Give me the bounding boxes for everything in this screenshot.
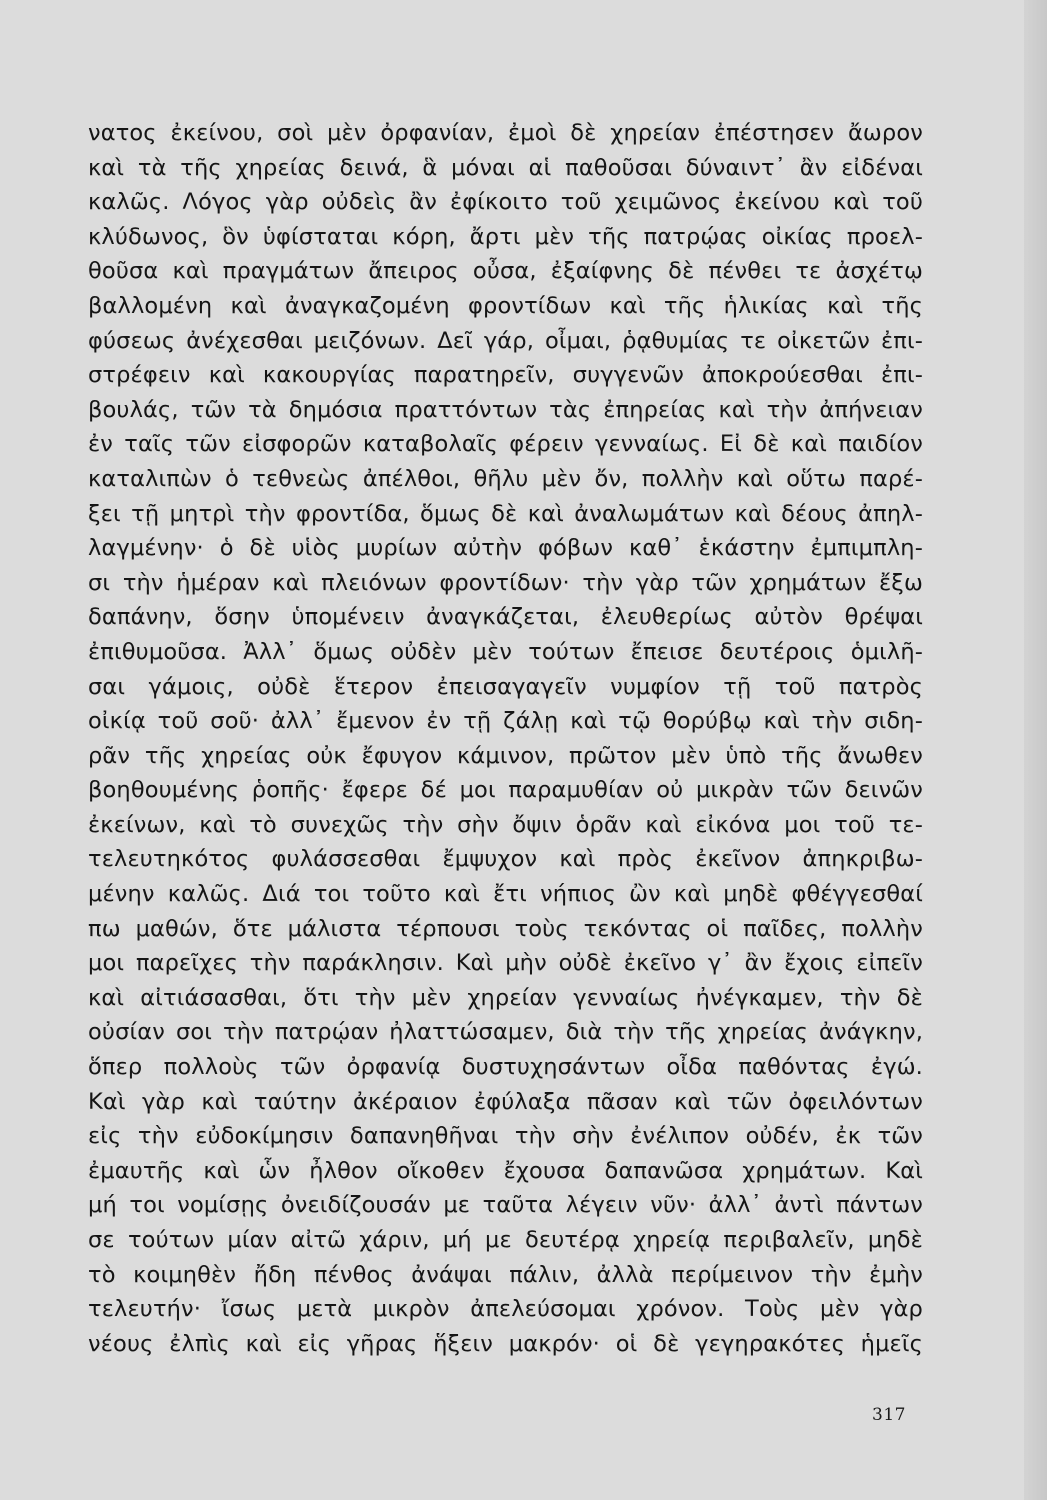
text-line: ἐπιθυμοῦσα. Ἀλλ᾽ ὅμως οὐδὲν μὲν τούτων ἔπεισε δευτέροις ὁμιλῆ- <box>88 638 923 665</box>
text-line: οὐσίαν σοι τὴν πατρῴαν ἠλαττώσαμεν, διὰ τὴν τῆς χηρείας ἀνάγκην, <box>88 1019 923 1046</box>
text-line: βουλάς, τῶν τὰ δημόσια πραττόντων τὰς ἐπηρείας καὶ τὴν ἀπήνειαν <box>88 396 923 423</box>
text-line: μοι παρεῖχες τὴν παράκλησιν. Καὶ μὴν οὐδὲ ἐκεῖνο γ᾽ ἂν ἔχοις εἰπεῖν <box>88 950 923 977</box>
text-line: ἐκείνων, καὶ τὸ συνεχῶς τὴν σὴν ὄψιν ὁρᾶν καὶ εἰκόνα μοι τοῦ τε- <box>88 811 923 838</box>
text-line: καλῶς. Λόγος γὰρ οὐδεὶς ἂν ἐφίκοιτο τοῦ χειμῶνος ἐκείνου καὶ τοῦ <box>88 189 923 216</box>
text-line: σε τούτων μίαν αἰτῶ χάριν, μή με δευτέρᾳ χηρείᾳ περιβαλεῖν, μηδὲ <box>88 1227 923 1253</box>
text-line: μένην καλῶς. Διά τοι τοῦτο καὶ ἔτι νήπιος ὢν καὶ μηδὲ φθέγγεσθαί <box>88 881 923 908</box>
body-text <box>88 116 923 1361</box>
text-line: μή τοι νομίσῃς ὀνειδίζουσάν με ταῦτα λέγειν νῦν· ἀλλ᾽ ἀντὶ πάντων <box>88 1192 923 1219</box>
text-line: ἐν ταῖς τῶν εἰσφορῶν καταβολαῖς φέρειν γενναίως. Εἰ δὲ καὶ παιδίον <box>88 431 923 458</box>
text-line: ὅπερ πολλοὺς τῶν ὀρφανίᾳ δυστυχησάντων οἶδα παθόντας ἐγώ. <box>88 1054 923 1081</box>
text-line: εἰς τὴν εὐδοκίμησιν δαπανηθῆναι τὴν σὴν ἐνέλιπον οὐδέν, ἐκ τῶν <box>88 1123 923 1150</box>
text-line: στρέφειν καὶ κακουργίας παρατηρεῖν, συγγενῶν ἀποκρούεσθαι ἐπι- <box>88 362 923 389</box>
page-number: 317 <box>872 1405 906 1425</box>
text-line: καὶ αἰτιάσασθαι, ὅτι τὴν μὲν χηρείαν γενναίως ἠνέγκαμεν, τὴν δὲ <box>88 984 923 1011</box>
text-line: σαι γάμοις, οὐδὲ ἕτερον ἐπεισαγαγεῖν νυμφίον τῇ τοῦ πατρὸς <box>88 673 923 700</box>
text-line: τελευτηκότος φυλάσσεσθαι ἔμψυχον καὶ πρὸς ἐκεῖνον ἀπηκριβω- <box>88 846 923 873</box>
text-line: πω μαθών, ὅτε μάλιστα τέρπουσι τοὺς τεκόντας οἱ παῖδες, πολλὴν <box>88 915 923 942</box>
text-line: κλύδωνος, ὃν ὑφίσταται κόρη, ἄρτι μὲν τῆς πατρῴας οἰκίας προελ- <box>88 223 923 250</box>
text-line: τελευτήν· ἴσως μετὰ μικρὸν ἀπελεύσομαι χρόνον. Τοὺς μὲν γὰρ <box>88 1296 923 1323</box>
page-edge <box>1024 0 1047 1500</box>
text-line: νατος ἐκείνου, σοὶ μὲν ὀρφανίαν, ἐμοὶ δὲ χηρείαν ἐπέστησεν ἄωρον <box>88 120 923 146</box>
text-line: τὸ κοιμηθὲν ἤδη πένθος ἀνάψαι πάλιν, ἀλλὰ περίμεινον τὴν ἐμὴν <box>88 1261 923 1288</box>
text-line: καταλιπὼν ὁ τεθνεὼς ἀπέλθοι, θῆλυ μὲν ὄν, πολλὴν καὶ οὕτω παρέ- <box>88 465 923 492</box>
text-line: ἐμαυτῆς καὶ ὧν ἦλθον οἴκοθεν ἔχουσα δαπανῶσα χρημάτων. Καὶ <box>88 1157 923 1184</box>
text-line: σι τὴν ἡμέραν καὶ πλειόνων φροντίδων· τὴν γὰρ τῶν χρημάτων ἔξω <box>88 569 923 596</box>
text-line: νέους ἐλπὶς καὶ εἰς γῆρας ἥξειν μακρόν· οἱ δὲ γεγηρακότες ἡμεῖς <box>88 1330 923 1357</box>
text-line: Καὶ γὰρ καὶ ταύτην ἀκέραιον ἐφύλαξα πᾶσαν καὶ τῶν ὀφειλόντων <box>88 1088 923 1115</box>
text-line: ρᾶν τῆς χηρείας οὐκ ἔφυγον κάμινον, πρῶτον μὲν ὑπὸ τῆς ἄνωθεν <box>88 742 923 769</box>
text-line: βαλλομένη καὶ ἀναγκαζομένη φροντίδων καὶ τῆς ἡλικίας καὶ τῆς <box>88 292 923 319</box>
text-line: θοῦσα καὶ πραγμάτων ἄπειρος οὖσα, ἐξαίφνης δὲ πένθει τε ἀσχέτῳ <box>88 258 923 285</box>
text-line: φύσεως ἀνέχεσθαι μειζόνων. Δεῖ γάρ, οἶμαι, ῥᾳθυμίας τε οἰκετῶν ἐπι- <box>88 327 923 354</box>
text-line: ξει τῇ μητρὶ τὴν φροντίδα, ὅμως δὲ καὶ ἀναλωμάτων καὶ δέους ἀπηλ- <box>88 500 923 527</box>
text-line: καὶ τὰ τῆς χηρείας δεινά, ἃ μόναι αἱ παθοῦσαι δύναιντ᾽ ἂν εἰδέναι <box>88 154 923 181</box>
text-line: λαγμένην· ὁ δὲ υἱὸς μυρίων αὐτὴν φόβων καθ᾽ ἑκάστην ἐμπιμπλη- <box>88 535 923 562</box>
text-line: βοηθουμένης ῥοπῆς· ἔφερε δέ μοι παραμυθίαν οὐ μικρὰν τῶν δεινῶν <box>88 777 923 804</box>
text-line: οἰκίᾳ τοῦ σοῦ· ἀλλ᾽ ἔμενον ἐν τῇ ζάλῃ καὶ τῷ θορύβῳ καὶ τὴν σιδη- <box>88 708 923 735</box>
text-line: δαπάνην, ὅσην ὑπομένειν ἀναγκάζεται, ἐλευθερίως αὐτὸν θρέψαι <box>88 604 923 631</box>
